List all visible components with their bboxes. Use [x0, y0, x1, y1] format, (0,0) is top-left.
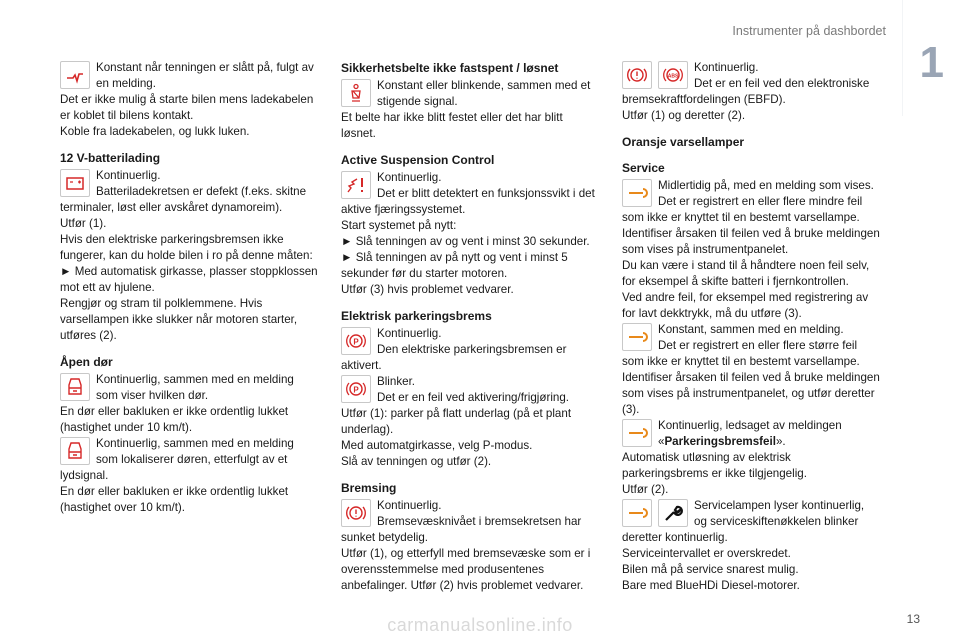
entry-head-detail: Det er en feil ved den elektroniske bremsekraftfordelingen (EBFD).	[622, 77, 870, 106]
svg-text:ABS: ABS	[667, 73, 679, 80]
service-wrench-orange-icon	[622, 179, 652, 207]
entry-parking-continuous	[341, 326, 599, 374]
body-line: Utfør (2).	[622, 483, 669, 496]
service-wrench-orange-icon	[622, 323, 652, 351]
body-line: Rengjør og stram til polklemmene. Hvis varsellampen ikke slukker når motoren starter, utføres (2).	[60, 297, 298, 342]
column-2	[341, 60, 599, 594]
column-1	[60, 60, 318, 516]
entry-door-high-speed	[60, 436, 318, 484]
section-title-seatbelt: Sikkerhetsbelte ikke fastspent / løsnet	[341, 61, 559, 75]
entry-head: Blinker.	[377, 375, 416, 388]
page-number: 13	[906, 612, 920, 626]
section-title-parking-brake: Elektrisk parkeringsbrems	[341, 309, 492, 323]
body-line: Ved andre feil, for eksempel med registrering av for lavt dekktrykk, må du utføre (3).	[622, 291, 869, 320]
body-line: Utfør (1), og etterfyll med bremsevæske som er i overensstemmelse med produsentenes anbefalinger. Utfør (2) hvis problemet vedvarer.	[341, 547, 591, 592]
entry-charging	[60, 60, 318, 92]
section-title-braking: Bremsing	[341, 481, 397, 495]
svg-text:P: P	[353, 385, 359, 395]
entry-head-detail: Det er registrert en eller flere mindre feil som ikke er knyttet til en bestemt varsellampe.	[622, 195, 863, 224]
chapter-number: 1	[919, 38, 944, 87]
entry-ebfd	[622, 60, 880, 108]
entry-head-detail: Det er blitt detektert en funksjonssvikt i det aktive fjæringssystemet.	[341, 187, 595, 216]
body-line: ► Slå tenningen av og vent i minst 30 sekunder.	[341, 235, 590, 248]
body-line: Utfør (1).	[60, 217, 107, 230]
body-line: Start systemet på nytt:	[341, 219, 457, 232]
entry-head-detail: Det er registrert en eller flere større feil som ikke er knyttet til en bestemt varsellampe.	[622, 339, 860, 368]
entry-service-constant	[622, 322, 880, 370]
entry-parking-blinking	[341, 374, 599, 406]
entry-head-detail: Det er en feil ved aktivering/frigjøring.	[377, 391, 570, 404]
body-line: Utfør (3) hvis problemet vedvarer.	[341, 283, 514, 296]
entry-head-detail: Batteriladekretsen er defekt (f.eks. skitne terminaler, løst eller avskåret dynamoreim).	[60, 185, 307, 214]
entry-suspension	[341, 170, 599, 218]
entry-head: Kontinuerlig.	[377, 499, 442, 512]
parking-brake-red-icon	[341, 375, 371, 403]
brake-red-icon	[341, 499, 371, 527]
body-line: Et belte har ikke blitt festet eller det har blitt løsnet.	[341, 111, 563, 140]
parking-brake-red-icon	[341, 327, 371, 355]
entry-head: Kontinuerlig, ledsaget av meldingen	[658, 419, 842, 432]
body-line: Serviceintervallet er overskredet.	[622, 547, 791, 560]
entry-head: Kontinuerlig, sammen med en melding som viser hvilken dør.	[96, 373, 294, 402]
entry-service-parking-fault	[622, 418, 880, 450]
entry-head: Kontinuerlig.	[377, 327, 442, 340]
message-name: Parkeringsbremsfeil	[664, 435, 776, 448]
entry-head: Servicelampen lyser kontinuerlig, og serviceskiftenøkkelen blinker deretter kontinuerlig.	[622, 499, 865, 544]
body-line: Med automatgirkasse, velg P-modus.	[341, 439, 533, 452]
abs-red-icon	[658, 61, 688, 89]
open-door-red-icon	[60, 373, 90, 401]
body-line: Hvis den elektriske parkeringsbremsen ikke fungerer, kan du holde bilen i ro på denne måten:	[60, 233, 313, 262]
section-title-door: Åpen dør	[60, 355, 113, 369]
entry-head-detail: Bremsevæsknivået i bremsekretsen har sunket betydelig.	[341, 515, 582, 544]
body-line: Identifiser årsaken til feilen ved å bruke meldingen som vises på instrumentpanelet, og utfør deretter (3).	[622, 371, 880, 416]
entry-head: Konstant når tenningen er slått på, fulgt av en melding.	[96, 61, 314, 90]
body-line: Identifiser årsaken til feilen ved å bruke meldingen som vises på instrumentpanelet.	[622, 227, 880, 256]
watermark: carmanualsonline.info	[387, 615, 573, 635]
spanner-icon	[658, 499, 688, 527]
entry-head-detail: Den elektriske parkeringsbremsen er aktivert.	[341, 343, 567, 372]
section-title-suspension: Active Suspension Control	[341, 153, 495, 167]
entry-head-message	[622, 434, 880, 450]
header-title: Instrumenter på dashbordet	[732, 24, 886, 38]
body-line: Utfør (1) og deretter (2).	[622, 109, 746, 122]
entry-head: Konstant, sammen med en melding.	[658, 323, 844, 336]
quote-open: «	[658, 435, 665, 448]
entry-seatbelt	[341, 78, 599, 110]
service-wrench-orange-icon	[622, 499, 652, 527]
section-title-service: Service	[622, 161, 665, 175]
entry-head: Konstant eller blinkende, sammen med et stigende signal.	[377, 79, 591, 108]
entry-door-low-speed	[60, 372, 318, 404]
open-door-red-icon	[60, 437, 90, 465]
body-line: Slå av tenningen og utfør (2).	[341, 455, 492, 468]
entry-head: Kontinuerlig.	[96, 169, 161, 182]
entry-head: Kontinuerlig, sammen med en melding som lokaliserer døren, etterfulgt av et lydsignal.	[60, 437, 294, 482]
body-line: Automatisk utløsning av elektrisk parkeringsbrems er ikke tilgjengelig.	[622, 451, 807, 480]
body-line: Det er ikke mulig å starte bilen mens ladekabelen er koblet til bilens kontakt.	[60, 93, 314, 122]
seatbelt-red-icon	[341, 79, 371, 107]
body-line: Du kan være i stand til å håndtere noen feil selv, for eksempel å skifte batteri i fjernkontrollen.	[622, 259, 870, 288]
body-line: Bilen må på service snarest mulig.	[622, 563, 799, 576]
brake-red-icon	[622, 61, 652, 89]
entry-service-spanner	[622, 498, 880, 546]
charging-cable-red-icon	[60, 61, 90, 89]
entry-head: Midlertidig på, med en melding som vises.	[658, 179, 874, 192]
entry-battery	[60, 168, 318, 216]
body-line: Bare med BlueHDi Diesel-motorer.	[622, 579, 800, 592]
entry-service-temporary	[622, 178, 880, 226]
svg-text:P: P	[353, 337, 359, 347]
entry-head: Kontinuerlig.	[694, 61, 759, 74]
section-title-battery: 12 V-batterilading	[60, 151, 161, 165]
service-wrench-orange-icon	[622, 419, 652, 447]
entry-head: Kontinuerlig.	[377, 171, 442, 184]
quote-close: ».	[775, 435, 786, 448]
body-line: ► Med automatisk girkasse, plasser stoppklossen mot ett av hjulene.	[60, 265, 318, 294]
column-3	[622, 60, 880, 594]
body-line: ► Slå tenningen av på nytt og vent i minst 5 sekunder før du starter motoren.	[341, 251, 568, 280]
body-line: En dør eller bakluken er ikke ordentlig lukket (hastighet under 10 km/t).	[60, 405, 289, 434]
battery-red-icon	[60, 169, 90, 197]
entry-braking	[341, 498, 599, 546]
suspension-red-icon	[341, 171, 371, 199]
body-line: Utfør (1): parker på flatt underlag (på et plant underlag).	[341, 407, 572, 436]
body-line: En dør eller bakluken er ikke ordentlig lukket (hastighet over 10 km/t).	[60, 485, 289, 514]
section-title-orange-lamps: Oransje varsellamper	[622, 135, 745, 149]
body-line: Koble fra ladekabelen, og lukk luken.	[60, 125, 250, 138]
